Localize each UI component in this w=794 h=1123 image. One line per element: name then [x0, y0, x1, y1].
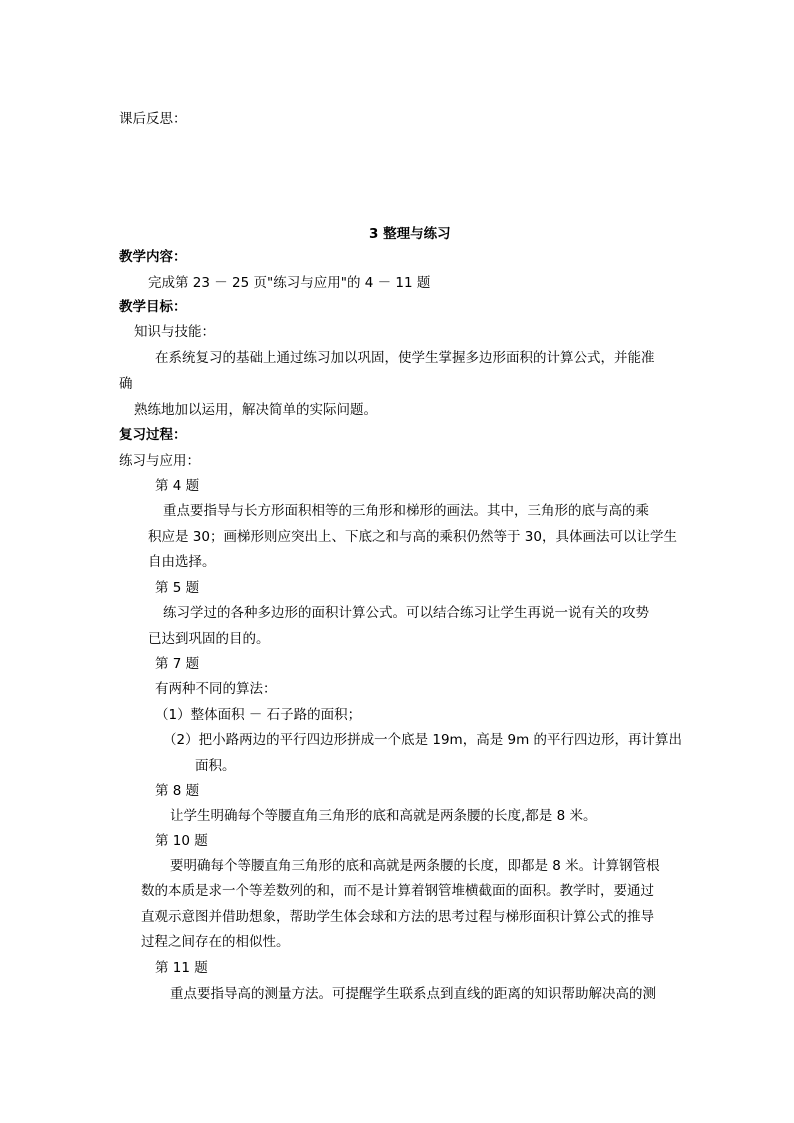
- q10-line-3: 直观示意图并借助想象，帮助学生体会球和方法的思考过程与梯形面积计算公式的推导: [141, 909, 654, 925]
- q8-text: 让学生明确每个等腰直角三角形的底和高就是两条腰的长度,都是 8 米。: [170, 808, 597, 824]
- q5-line-2: 已达到巩固的目的。: [148, 631, 270, 647]
- q10-label: 第 10 题: [155, 833, 208, 849]
- q7-method-2-line-2: 面积。: [195, 758, 236, 774]
- q7-label: 第 7 题: [155, 656, 200, 672]
- review-process-heading: 复习过程：: [119, 427, 187, 443]
- q10-line-4: 过程之间存在的相似性。: [141, 934, 290, 950]
- teaching-content-text: 完成第 23 － 25 页"练习与应用"的 4 － 11 题: [148, 275, 431, 291]
- page-title: 3 整理与练习: [369, 226, 451, 242]
- q11-label: 第 11 题: [155, 960, 208, 976]
- goals-line-1: 在系统复习的基础上通过练习加以巩固，使学生掌握多边形面积的计算公式，并能准: [155, 350, 655, 366]
- q11-line-1: 重点要指导高的测量方法。可提醒学生联系点到直线的距离的知识帮助解决高的测: [170, 986, 656, 1002]
- q7-method-1: （1）整体面积 － 石子路的面积；: [155, 707, 362, 723]
- q4-line-3: 自由选择。: [148, 554, 216, 570]
- q4-line-2: 积应是 30；画梯形则应突出上、下底之和与高的乘积仍然等于 30，具体画法可以让学生: [148, 529, 677, 545]
- teaching-goals-heading: 教学目标：: [119, 299, 187, 315]
- knowledge-skills-heading: 知识与技能：: [134, 324, 215, 340]
- q5-label: 第 5 题: [155, 580, 200, 596]
- q10-line-1: 要明确每个等腰直角三角形的底和高就是两条腰的长度，即都是 8 米。计算钢管根: [170, 858, 660, 874]
- teaching-content-heading: 教学内容：: [119, 249, 187, 265]
- q8-label: 第 8 题: [155, 783, 200, 799]
- goals-line-2: 确: [119, 376, 133, 392]
- goals-line-3: 熟练地加以运用，解决简单的实际问题。: [134, 402, 377, 418]
- q4-line-1: 重点要指导与长方形面积相等的三角形和梯形的画法。其中，三角形的底与高的乘: [163, 503, 649, 519]
- q4-label: 第 4 题: [155, 478, 200, 494]
- reflection-label: 课后反思：: [119, 111, 187, 127]
- practice-heading: 练习与应用：: [119, 453, 200, 469]
- q7-intro: 有两种不同的算法：: [155, 681, 277, 697]
- q7-method-2-line-1: （2）把小路两边的平行四边形拼成一个底是 19m，高是 9m 的平行四边形，再计算出: [163, 732, 683, 748]
- q10-line-2: 数的本质是求一个等差数列的和，而不是计算着钢管堆横截面的面积。教学时，要通过: [141, 883, 654, 899]
- q5-line-1: 练习学过的各种多边形的面积计算公式。可以结合练习让学生再说一说有关的攻势: [163, 605, 649, 621]
